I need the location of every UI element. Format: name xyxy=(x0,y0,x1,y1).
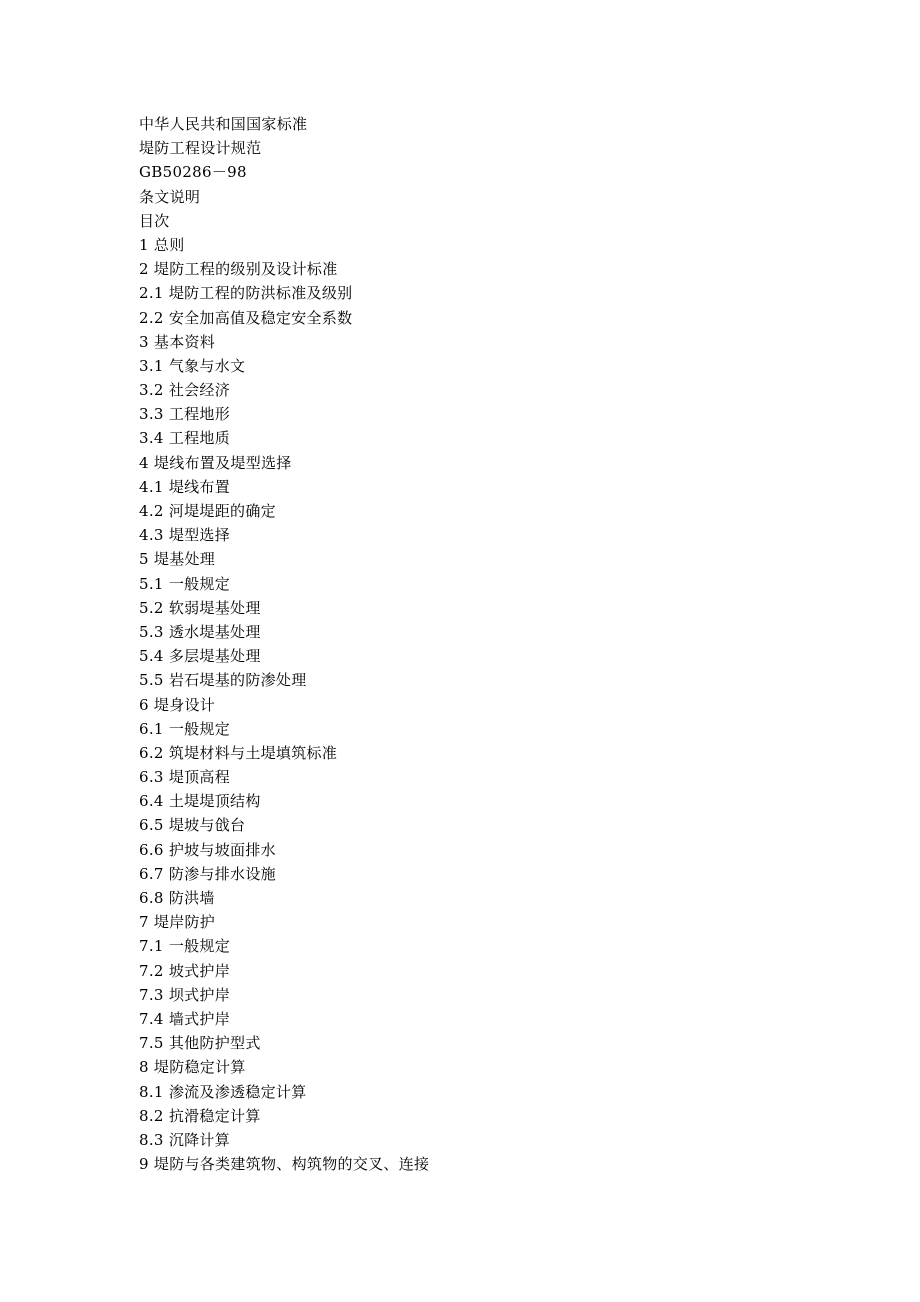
toc-entry: 8.2 抗滑稳定计算 xyxy=(139,1106,261,1125)
toc-entry: 6.5 堤坡与戗台 xyxy=(139,816,246,835)
toc-entry: 6.6 护坡与坡面排水 xyxy=(139,840,276,859)
toc-entry: 3 基本资料 xyxy=(139,332,216,351)
toc-entry: 9 堤防与各类建筑物、构筑物的交叉、连接 xyxy=(139,1155,430,1174)
toc-entry: 3.2 社会经济 xyxy=(139,381,231,400)
toc-entry: 1 总则 xyxy=(139,235,185,254)
standard-title-line: 中华人民共和国国家标准 xyxy=(139,115,308,133)
toc-entry: 6.8 防洪墙 xyxy=(139,889,215,907)
toc-entry: 7.2 坡式护岸 xyxy=(139,961,231,980)
toc-entry: 3.1 气象与水文 xyxy=(139,356,246,375)
toc-entry: 5 堤基处理 xyxy=(139,550,216,569)
toc-entry: 8.3 沉降计算 xyxy=(139,1130,231,1149)
toc-entry: 6.1 一般规定 xyxy=(139,719,231,738)
toc-entry: 7.1 一般规定 xyxy=(139,937,231,956)
toc-heading-line: 目次 xyxy=(139,211,170,230)
toc-entry: 6 堤身设计 xyxy=(139,695,216,714)
toc-entry: 5.1 一般规定 xyxy=(139,574,231,593)
toc-entry: 3.4 工程地质 xyxy=(139,429,231,448)
toc-entry: 2.2 安全加高值及稳定安全系数 xyxy=(139,308,353,327)
toc-entry: 5.5 岩石堤基的防渗处理 xyxy=(139,671,307,690)
toc-entry: 2 堤防工程的级别及设计标准 xyxy=(139,260,338,279)
explanation-heading-line: 条文说明 xyxy=(139,187,201,206)
toc-entry: 4.1 堤线布置 xyxy=(139,477,231,496)
toc-entry: 8 堤防稳定计算 xyxy=(139,1058,246,1077)
toc-entry: 5.2 软弱堤基处理 xyxy=(139,598,261,617)
standard-code-line: GB50286－98 xyxy=(139,163,247,182)
toc-entry: 4 堤线布置及堤型选择 xyxy=(139,453,292,472)
toc-entry: 8.1 渗流及渗透稳定计算 xyxy=(139,1082,307,1101)
toc-entry: 4.2 河堤堤距的确定 xyxy=(139,502,276,520)
toc-entry: 3.3 工程地形 xyxy=(139,405,231,424)
toc-entry: 5.3 透水堤基处理 xyxy=(139,622,261,641)
toc-entry: 6.3 堤顶高程 xyxy=(139,768,231,787)
toc-entry: 6.4 土堤堤顶结构 xyxy=(139,792,261,811)
toc-entry: 7 堤岸防护 xyxy=(139,913,216,932)
toc-entry: 6.2 筑堤材料与土堤填筑标准 xyxy=(139,743,338,762)
toc-entry: 7.5 其他防护型式 xyxy=(139,1034,261,1053)
document-content xyxy=(139,112,839,1176)
toc-entry: 7.3 坝式护岸 xyxy=(139,985,231,1004)
specification-title-line: 堤防工程设计规范 xyxy=(139,139,262,158)
toc-entry: 5.4 多层堤基处理 xyxy=(139,647,261,666)
toc-entry: 2.1 堤防工程的防洪标准及级别 xyxy=(139,284,353,303)
toc-entry: 7.4 墙式护岸 xyxy=(139,1009,231,1028)
toc-entry: 6.7 防渗与排水设施 xyxy=(139,864,276,883)
toc-entry: 4.3 堤型选择 xyxy=(139,526,231,545)
